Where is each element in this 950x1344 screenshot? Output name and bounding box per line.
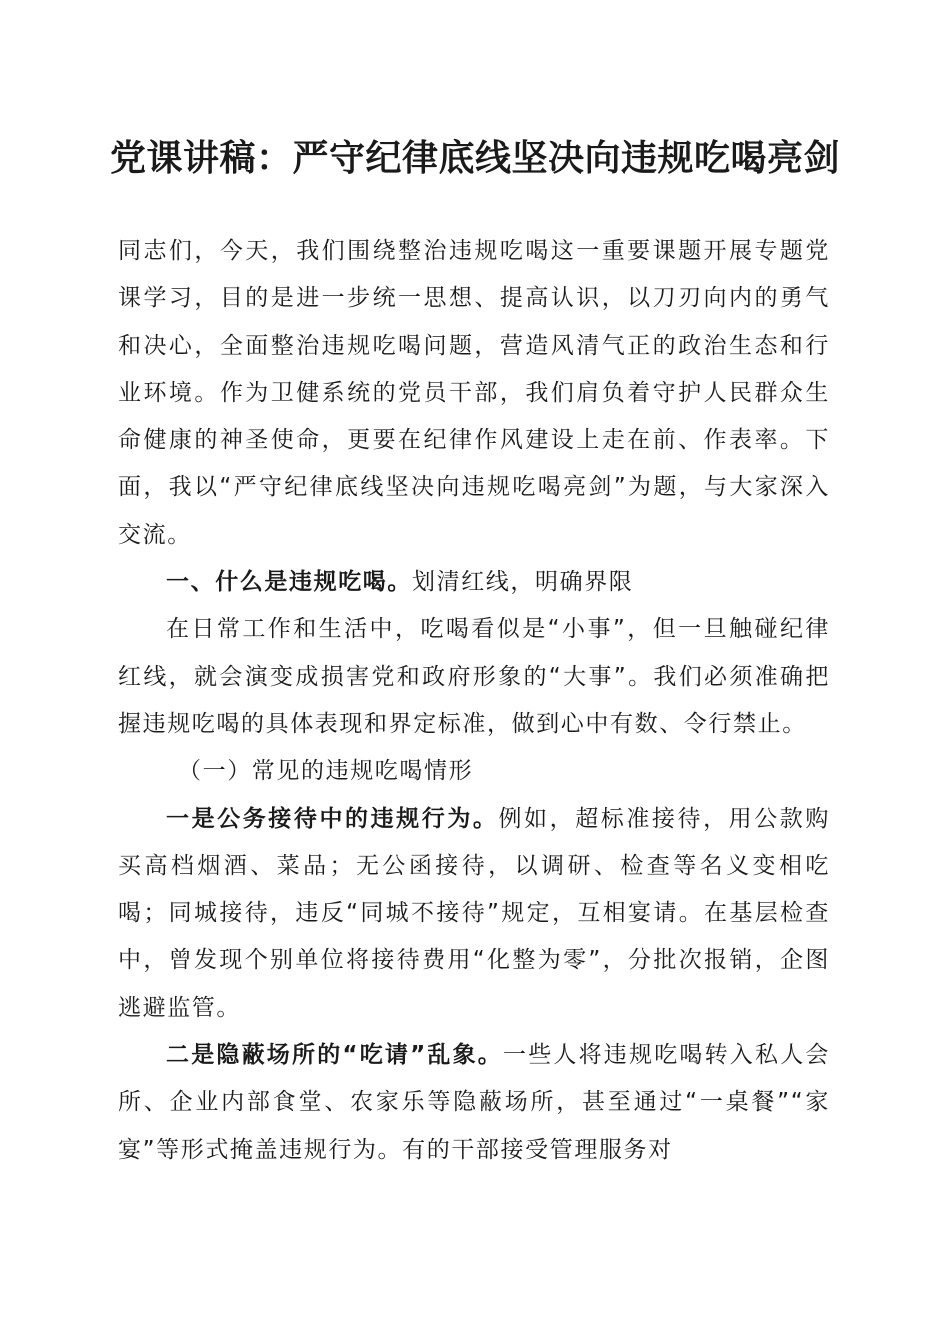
section-1-heading — [118, 559, 830, 606]
section-1-paragraph: 在日常工作和生活中，吃喝看似是“小事”，但一旦触碰纪律红线，就会演变成损害党和政府形象的“大事”。我们必须准确把握违规吃喝的具体表现和界定标准，做到心中有数、令行禁止。 — [118, 616, 830, 737]
item-1-paragraph — [118, 796, 830, 1032]
subsection-1-heading: （一）常见的违规吃喝情形 — [178, 758, 474, 785]
item-1-lead: 一是公务接待中的违规行为。 — [166, 805, 499, 832]
intro-paragraph: 同志们，今天，我们围绕整治违规吃喝这一重要课题开展专题党课学习，目的是进一步统一思想、提高认识，以刀刃向内的勇气和决心，全面整治违规吃喝问题，营造风清气正的政治生态和行业环境。作为卫健系统的党员干部，我们肩负着守护人民群众生命健康的神圣使命，更要在纪律作风建设上走在前、作表率。下面，我以“严守纪律底线坚决向违规吃喝亮剑”为题，与大家深入交流。 — [118, 238, 830, 548]
item-2-paragraph — [118, 1032, 830, 1174]
item-2-lead: 二是隐蔽场所的“吃请”乱象。 — [166, 1042, 504, 1069]
section-1-heading-bold: 一、什么是违规吃喝。 — [166, 569, 412, 596]
document-title: 党课讲稿：严守纪律底线坚决向违规吃喝亮剑 — [109, 137, 840, 179]
section-1-heading-rest: 划清红线，明确界限 — [412, 569, 634, 596]
document-body — [118, 228, 830, 1174]
item-2-text: 一些人将违规吃喝转入私人会所、企业内部食堂、农家乐等隐蔽场所，甚至通过“一桌餐”“家宴”等形式掩盖违规行为。有的干部接受管理服务对 — [118, 1042, 830, 1163]
item-1-text: 例如，超标准接待，用公款购买高档烟酒、菜品；无公函接待，以调研、检查等名义变相吃喝；同城接待，违反“同城不接待”规定，互相宴请。在基层检查中，曾发现个别单位将接待费用“化整为零”，分批次报销，企图逃避监管。 — [118, 805, 830, 1021]
